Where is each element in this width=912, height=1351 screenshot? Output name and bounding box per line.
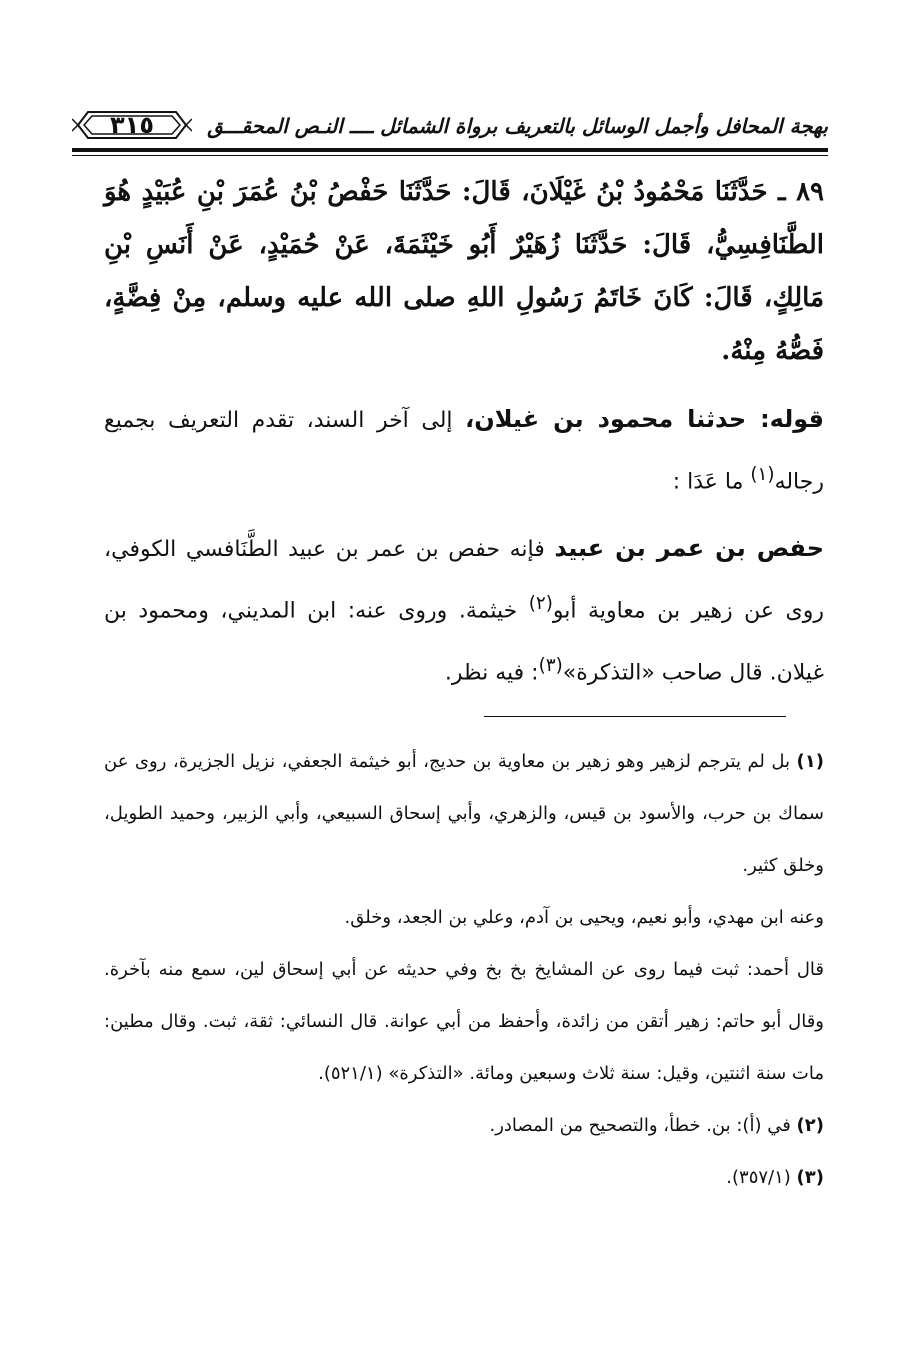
main-text xyxy=(104,166,824,712)
commentary-lemma-2: حفص بن عمر بن عبيد xyxy=(554,534,824,563)
footnote-2 xyxy=(104,1100,824,1152)
hadith-paragraph xyxy=(104,166,824,378)
footnote-1-line-3: قال أحمد: ثبت فيما روى عن المشايخ بخ بخ وفي حديثه عن أبي إسحاق لين، سمع منه بآخرة. وقال أبو حاتم: زهير أتقن من زائدة، وأحفظ من أبي عوانة. قال النسائي: ثقة، ثبت. وقال مطين: مات سنة اثنتين، وقيل: سنة ثلاث وسبعين ومائة. «التذكرة» (٥٢١/١). xyxy=(104,959,824,1084)
footnote-ref-3[interactable]: (٣) xyxy=(538,654,563,676)
header-rule-thin xyxy=(72,155,828,156)
footnote-ref-1[interactable]: (١) xyxy=(750,464,775,485)
page-number: ٣١٥ xyxy=(110,111,154,139)
header-rule-thick xyxy=(72,148,828,152)
footnote-1-line-2: وعنه ابن مهدي، وأبو نعيم، ويحيى بن آدم، وعلي بن الجعد، وخلق. xyxy=(344,907,824,928)
commentary-paragraph-1 xyxy=(104,392,824,509)
hadith-text: ـ حَدَّثَنَا مَحْمُودُ بْنُ غَيْلَانَ، قَالَ: حَدَّثَنَا حَفْصُ بْنُ عُمَرَ بْنِ عُبَيْدٍ هُوَ الطَّنَافِسِيُّ، قَالَ: حَدَّثَنَا زُهَيْرٌ أَبُو خَيْثَمَةَ، عَنْ حُمَيْدٍ، عَنْ أَنَسِ بْنِ مَالِكٍ، قَالَ: كَانَ خَاتَمُ رَسُولِ اللهِ صلى الله عليه وسلم، مِنْ فِضَّةٍ، فَصُّهُ مِنْهُ. xyxy=(104,177,824,366)
commentary-text-2: فإنه حفص بن عمر بن عبيد الطَّنَافسي الكوفي، روى عن زهير بن معاوية أبو xyxy=(104,537,824,624)
footnote-1-text: بل لم يترجم لزهير وهو زهير بن معاوية بن حديج، أبو خيثمة الجعفي، نزيل الجزيرة، روى عن سماك بن حرب، والأسود بن قيس، والزهري، وأبي إسحاق السبيعي، وأبي الزبير، وحميد الطويل، وخلق كثير. xyxy=(104,751,824,876)
commentary-tail-1: ما عَدَا : xyxy=(672,469,751,495)
footnote-1 xyxy=(104,736,824,892)
commentary-paragraph-2 xyxy=(104,521,824,700)
page-header xyxy=(72,100,828,158)
footnote-3 xyxy=(104,1152,824,1204)
commentary-lemma-1: قوله: حدثنا محمود بن غيلان، xyxy=(465,405,825,433)
footnote-ref-2[interactable]: (٢) xyxy=(528,593,553,615)
footnote-3-number: (٣) xyxy=(796,1167,824,1188)
footnote-2-number: (٢) xyxy=(796,1115,824,1136)
commentary-text-2b: خيثمة. وروى عنه: ابن المديني، ومحمود بن غيلان. قال صاحب «التذكرة» xyxy=(104,598,824,685)
footnote-separator xyxy=(484,716,786,717)
running-title: بهجة المحافل وأجمل الوسائل بالتعريف برواة الشمائل ــــ النـص المحقـــق xyxy=(207,114,828,138)
commentary-text-1: إلى آخر السند، تقدم التعريف بجميع رجاله xyxy=(104,408,824,495)
footnote-1-number: (١) xyxy=(796,751,824,772)
hadith-number: ٨٩ xyxy=(796,177,825,207)
commentary-tail-2: : فيه نظر. xyxy=(444,659,539,685)
footnote-2-text: في (أ): بن. خطأ، والتصحيح من المصادر. xyxy=(489,1115,797,1136)
footnotes xyxy=(104,736,824,1204)
footnote-3-text: (٣٥٧/١). xyxy=(726,1167,797,1188)
